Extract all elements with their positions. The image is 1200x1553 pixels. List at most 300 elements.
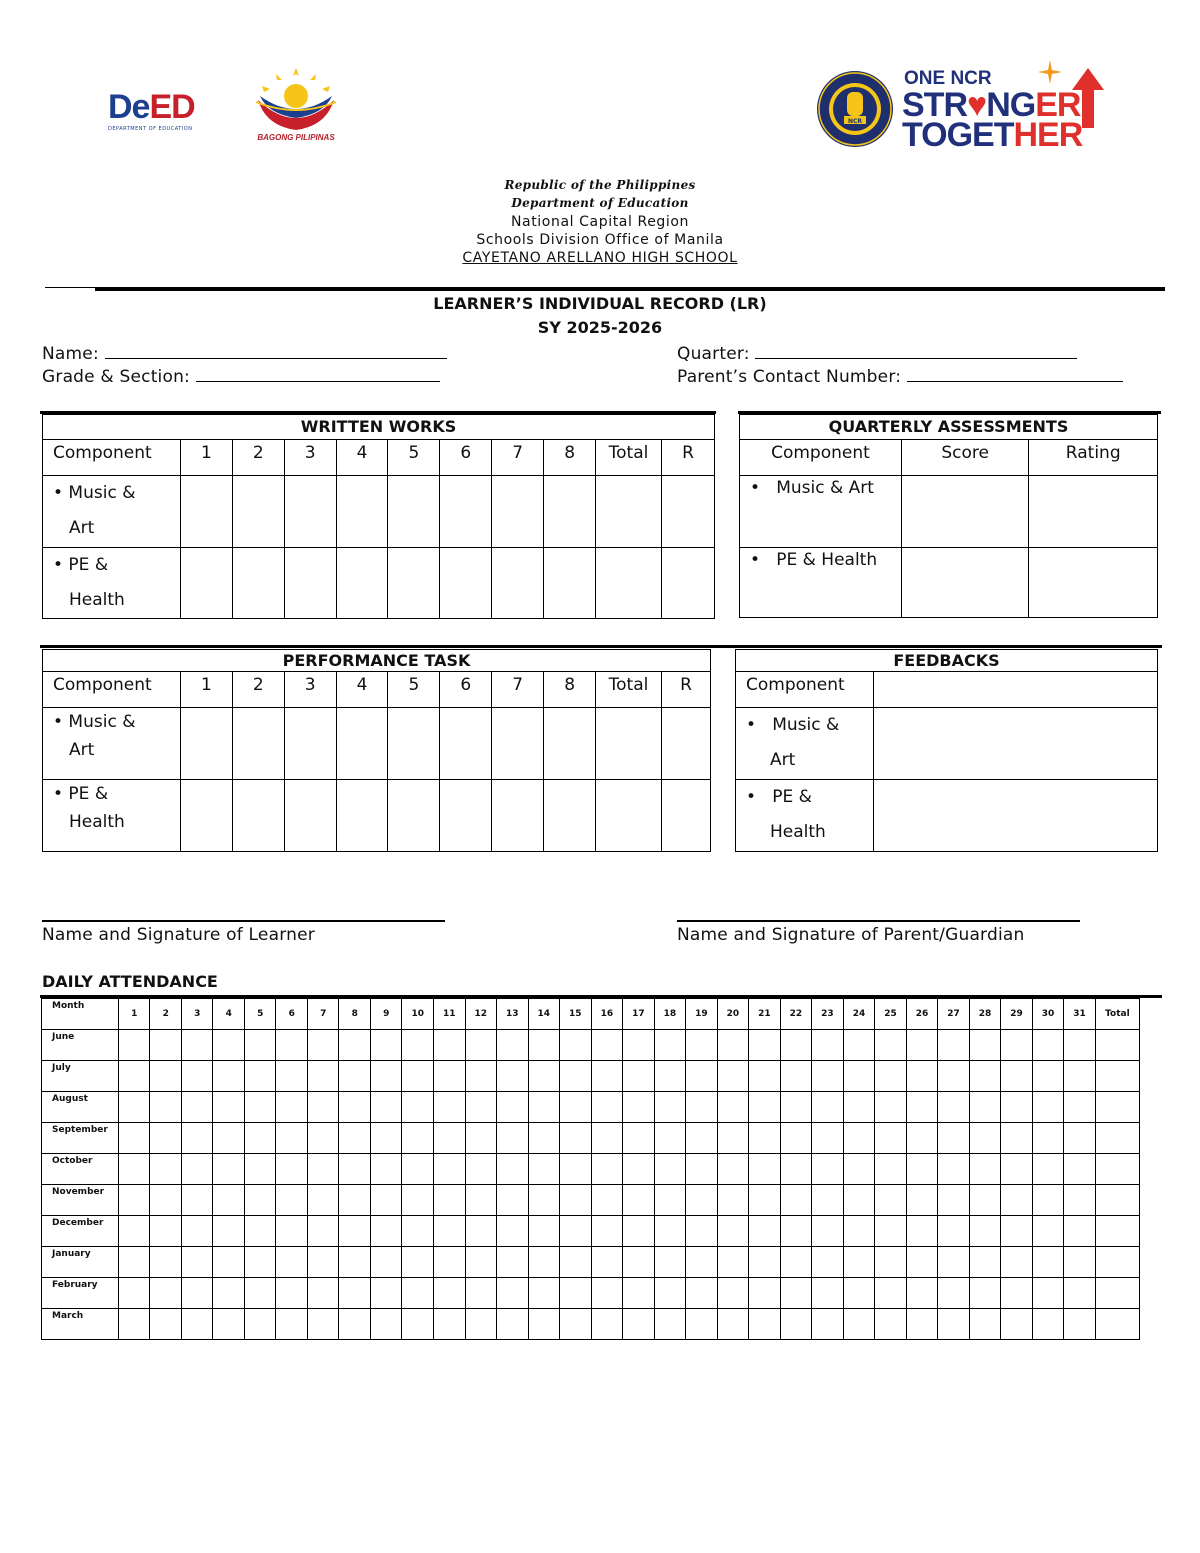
attendance-cell[interactable] xyxy=(1064,1030,1096,1061)
attendance-cell[interactable] xyxy=(118,1154,150,1185)
ww-cell[interactable] xyxy=(661,476,714,548)
attendance-cell[interactable] xyxy=(654,1185,686,1216)
attendance-cell[interactable] xyxy=(906,1216,938,1247)
attendance-cell[interactable] xyxy=(717,1278,749,1309)
attendance-cell[interactable] xyxy=(623,1154,655,1185)
pt-cell[interactable] xyxy=(336,780,388,852)
attendance-cell[interactable] xyxy=(591,1154,623,1185)
attendance-cell[interactable] xyxy=(307,1092,339,1123)
attendance-cell[interactable] xyxy=(528,1092,560,1123)
attendance-cell[interactable] xyxy=(213,1092,245,1123)
parent-contact-input-line[interactable] xyxy=(907,364,1123,382)
attendance-cell[interactable] xyxy=(465,1030,497,1061)
pt-cell[interactable] xyxy=(596,708,662,780)
attendance-cell[interactable] xyxy=(244,1123,276,1154)
attendance-cell[interactable] xyxy=(654,1247,686,1278)
quarter-input-line[interactable] xyxy=(755,341,1077,359)
pt-cell[interactable] xyxy=(284,780,336,852)
attendance-cell[interactable] xyxy=(370,1061,402,1092)
attendance-cell[interactable] xyxy=(938,1309,970,1340)
attendance-cell[interactable] xyxy=(654,1216,686,1247)
attendance-cell[interactable] xyxy=(213,1030,245,1061)
attendance-cell[interactable] xyxy=(906,1309,938,1340)
attendance-cell[interactable] xyxy=(244,1278,276,1309)
attendance-cell[interactable] xyxy=(717,1247,749,1278)
attendance-cell[interactable] xyxy=(181,1154,213,1185)
attendance-cell[interactable] xyxy=(1095,1092,1139,1123)
pt-cell[interactable] xyxy=(661,780,710,852)
attendance-cell[interactable] xyxy=(938,1185,970,1216)
attendance-cell[interactable] xyxy=(181,1030,213,1061)
attendance-cell[interactable] xyxy=(560,1185,592,1216)
attendance-cell[interactable] xyxy=(528,1154,560,1185)
attendance-cell[interactable] xyxy=(370,1092,402,1123)
name-input-line[interactable] xyxy=(105,341,447,359)
attendance-cell[interactable] xyxy=(717,1061,749,1092)
attendance-cell[interactable] xyxy=(717,1309,749,1340)
attendance-cell[interactable] xyxy=(780,1278,812,1309)
ww-cell[interactable] xyxy=(492,548,544,619)
attendance-cell[interactable] xyxy=(812,1309,844,1340)
attendance-cell[interactable] xyxy=(686,1216,718,1247)
attendance-cell[interactable] xyxy=(717,1154,749,1185)
attendance-cell[interactable] xyxy=(402,1030,434,1061)
attendance-cell[interactable] xyxy=(150,1154,182,1185)
attendance-cell[interactable] xyxy=(686,1092,718,1123)
attendance-cell[interactable] xyxy=(875,1061,907,1092)
attendance-cell[interactable] xyxy=(370,1216,402,1247)
attendance-cell[interactable] xyxy=(717,1092,749,1123)
attendance-cell[interactable] xyxy=(749,1092,781,1123)
attendance-cell[interactable] xyxy=(465,1309,497,1340)
attendance-cell[interactable] xyxy=(812,1061,844,1092)
attendance-cell[interactable] xyxy=(434,1278,466,1309)
attendance-cell[interactable] xyxy=(560,1216,592,1247)
parent-contact-field[interactable] xyxy=(677,364,1123,388)
attendance-cell[interactable] xyxy=(686,1247,718,1278)
attendance-cell[interactable] xyxy=(780,1092,812,1123)
attendance-cell[interactable] xyxy=(1032,1309,1064,1340)
ww-cell[interactable] xyxy=(544,476,596,548)
attendance-cell[interactable] xyxy=(339,1154,371,1185)
attendance-cell[interactable] xyxy=(118,1123,150,1154)
attendance-cell[interactable] xyxy=(1064,1247,1096,1278)
ww-cell[interactable] xyxy=(388,476,440,548)
attendance-cell[interactable] xyxy=(370,1154,402,1185)
attendance-cell[interactable] xyxy=(812,1247,844,1278)
attendance-cell[interactable] xyxy=(717,1216,749,1247)
ww-cell[interactable] xyxy=(336,548,388,619)
attendance-cell[interactable] xyxy=(528,1123,560,1154)
attendance-cell[interactable] xyxy=(780,1247,812,1278)
pt-cell[interactable] xyxy=(232,780,284,852)
attendance-cell[interactable] xyxy=(843,1278,875,1309)
attendance-cell[interactable] xyxy=(181,1216,213,1247)
attendance-cell[interactable] xyxy=(843,1123,875,1154)
attendance-cell[interactable] xyxy=(560,1092,592,1123)
attendance-cell[interactable] xyxy=(213,1185,245,1216)
attendance-cell[interactable] xyxy=(1032,1247,1064,1278)
attendance-cell[interactable] xyxy=(497,1092,529,1123)
attendance-cell[interactable] xyxy=(780,1185,812,1216)
attendance-cell[interactable] xyxy=(1032,1216,1064,1247)
attendance-cell[interactable] xyxy=(938,1216,970,1247)
attendance-cell[interactable] xyxy=(150,1123,182,1154)
grade-section-field[interactable] xyxy=(42,364,440,388)
attendance-cell[interactable] xyxy=(1001,1185,1033,1216)
attendance-cell[interactable] xyxy=(843,1247,875,1278)
attendance-cell[interactable] xyxy=(623,1185,655,1216)
attendance-cell[interactable] xyxy=(812,1154,844,1185)
attendance-cell[interactable] xyxy=(623,1216,655,1247)
attendance-cell[interactable] xyxy=(497,1154,529,1185)
attendance-cell[interactable] xyxy=(307,1309,339,1340)
attendance-cell[interactable] xyxy=(276,1154,308,1185)
attendance-cell[interactable] xyxy=(938,1061,970,1092)
attendance-cell[interactable] xyxy=(686,1309,718,1340)
attendance-cell[interactable] xyxy=(434,1092,466,1123)
attendance-cell[interactable] xyxy=(434,1185,466,1216)
attendance-cell[interactable] xyxy=(307,1123,339,1154)
attendance-cell[interactable] xyxy=(1064,1216,1096,1247)
attendance-cell[interactable] xyxy=(875,1278,907,1309)
attendance-cell[interactable] xyxy=(339,1123,371,1154)
attendance-cell[interactable] xyxy=(528,1247,560,1278)
attendance-cell[interactable] xyxy=(213,1154,245,1185)
attendance-cell[interactable] xyxy=(906,1030,938,1061)
attendance-cell[interactable] xyxy=(938,1092,970,1123)
attendance-cell[interactable] xyxy=(1001,1247,1033,1278)
pt-cell[interactable] xyxy=(440,780,492,852)
attendance-cell[interactable] xyxy=(528,1309,560,1340)
attendance-cell[interactable] xyxy=(875,1309,907,1340)
attendance-cell[interactable] xyxy=(402,1216,434,1247)
ww-cell[interactable] xyxy=(440,476,492,548)
attendance-cell[interactable] xyxy=(1001,1216,1033,1247)
attendance-cell[interactable] xyxy=(906,1278,938,1309)
attendance-cell[interactable] xyxy=(339,1247,371,1278)
attendance-cell[interactable] xyxy=(686,1123,718,1154)
attendance-cell[interactable] xyxy=(875,1030,907,1061)
qa-score-cell[interactable] xyxy=(901,476,1029,548)
attendance-cell[interactable] xyxy=(339,1092,371,1123)
attendance-cell[interactable] xyxy=(969,1154,1001,1185)
attendance-cell[interactable] xyxy=(875,1123,907,1154)
attendance-cell[interactable] xyxy=(150,1061,182,1092)
attendance-cell[interactable] xyxy=(1032,1061,1064,1092)
attendance-cell[interactable] xyxy=(276,1278,308,1309)
attendance-cell[interactable] xyxy=(465,1123,497,1154)
pt-cell[interactable] xyxy=(388,780,440,852)
attendance-cell[interactable] xyxy=(497,1123,529,1154)
qa-rating-cell[interactable] xyxy=(1029,548,1158,618)
attendance-cell[interactable] xyxy=(780,1030,812,1061)
ww-cell[interactable] xyxy=(440,548,492,619)
ww-cell[interactable] xyxy=(336,476,388,548)
attendance-cell[interactable] xyxy=(591,1309,623,1340)
attendance-cell[interactable] xyxy=(181,1278,213,1309)
attendance-cell[interactable] xyxy=(875,1185,907,1216)
attendance-cell[interactable] xyxy=(906,1185,938,1216)
fb-feedback-cell[interactable] xyxy=(873,780,1157,852)
attendance-cell[interactable] xyxy=(118,1216,150,1247)
grade-section-input-line[interactable] xyxy=(196,364,440,382)
attendance-cell[interactable] xyxy=(780,1216,812,1247)
attendance-cell[interactable] xyxy=(434,1154,466,1185)
attendance-cell[interactable] xyxy=(1095,1030,1139,1061)
pt-cell[interactable] xyxy=(544,708,596,780)
attendance-cell[interactable] xyxy=(749,1185,781,1216)
attendance-cell[interactable] xyxy=(938,1278,970,1309)
attendance-cell[interactable] xyxy=(339,1185,371,1216)
attendance-cell[interactable] xyxy=(181,1061,213,1092)
attendance-cell[interactable] xyxy=(654,1092,686,1123)
attendance-cell[interactable] xyxy=(276,1123,308,1154)
ww-cell[interactable] xyxy=(596,476,662,548)
attendance-cell[interactable] xyxy=(402,1185,434,1216)
attendance-cell[interactable] xyxy=(307,1185,339,1216)
attendance-cell[interactable] xyxy=(1064,1278,1096,1309)
attendance-cell[interactable] xyxy=(843,1030,875,1061)
attendance-cell[interactable] xyxy=(1095,1278,1139,1309)
attendance-cell[interactable] xyxy=(654,1123,686,1154)
attendance-cell[interactable] xyxy=(749,1154,781,1185)
attendance-cell[interactable] xyxy=(1064,1092,1096,1123)
attendance-cell[interactable] xyxy=(591,1216,623,1247)
attendance-cell[interactable] xyxy=(969,1278,1001,1309)
attendance-cell[interactable] xyxy=(591,1030,623,1061)
attendance-cell[interactable] xyxy=(465,1061,497,1092)
attendance-cell[interactable] xyxy=(244,1216,276,1247)
attendance-cell[interactable] xyxy=(686,1154,718,1185)
attendance-cell[interactable] xyxy=(654,1309,686,1340)
attendance-cell[interactable] xyxy=(307,1278,339,1309)
attendance-cell[interactable] xyxy=(1095,1309,1139,1340)
attendance-cell[interactable] xyxy=(780,1123,812,1154)
attendance-cell[interactable] xyxy=(497,1030,529,1061)
attendance-cell[interactable] xyxy=(213,1247,245,1278)
attendance-cell[interactable] xyxy=(654,1154,686,1185)
attendance-cell[interactable] xyxy=(244,1030,276,1061)
attendance-cell[interactable] xyxy=(1095,1061,1139,1092)
attendance-cell[interactable] xyxy=(150,1216,182,1247)
attendance-cell[interactable] xyxy=(528,1030,560,1061)
attendance-cell[interactable] xyxy=(276,1092,308,1123)
attendance-cell[interactable] xyxy=(402,1278,434,1309)
attendance-cell[interactable] xyxy=(244,1309,276,1340)
attendance-cell[interactable] xyxy=(875,1247,907,1278)
attendance-cell[interactable] xyxy=(938,1247,970,1278)
attendance-cell[interactable] xyxy=(623,1030,655,1061)
attendance-cell[interactable] xyxy=(812,1278,844,1309)
attendance-cell[interactable] xyxy=(1064,1154,1096,1185)
attendance-cell[interactable] xyxy=(906,1092,938,1123)
name-field[interactable] xyxy=(42,341,447,365)
attendance-cell[interactable] xyxy=(370,1030,402,1061)
attendance-cell[interactable] xyxy=(780,1309,812,1340)
attendance-cell[interactable] xyxy=(497,1247,529,1278)
attendance-cell[interactable] xyxy=(717,1030,749,1061)
attendance-cell[interactable] xyxy=(434,1247,466,1278)
attendance-cell[interactable] xyxy=(118,1278,150,1309)
attendance-cell[interactable] xyxy=(654,1061,686,1092)
attendance-cell[interactable] xyxy=(402,1092,434,1123)
attendance-cell[interactable] xyxy=(307,1247,339,1278)
ww-cell[interactable] xyxy=(180,548,232,619)
attendance-cell[interactable] xyxy=(843,1185,875,1216)
pt-cell[interactable] xyxy=(232,708,284,780)
attendance-cell[interactable] xyxy=(906,1123,938,1154)
attendance-cell[interactable] xyxy=(906,1154,938,1185)
attendance-cell[interactable] xyxy=(118,1030,150,1061)
qa-score-cell[interactable] xyxy=(901,548,1029,618)
attendance-cell[interactable] xyxy=(717,1123,749,1154)
attendance-cell[interactable] xyxy=(749,1061,781,1092)
ww-cell[interactable] xyxy=(661,548,714,619)
attendance-cell[interactable] xyxy=(402,1247,434,1278)
attendance-cell[interactable] xyxy=(591,1123,623,1154)
attendance-cell[interactable] xyxy=(623,1061,655,1092)
attendance-cell[interactable] xyxy=(465,1216,497,1247)
attendance-cell[interactable] xyxy=(560,1123,592,1154)
attendance-cell[interactable] xyxy=(1064,1185,1096,1216)
attendance-cell[interactable] xyxy=(244,1154,276,1185)
attendance-cell[interactable] xyxy=(969,1216,1001,1247)
attendance-cell[interactable] xyxy=(843,1061,875,1092)
attendance-cell[interactable] xyxy=(402,1309,434,1340)
attendance-cell[interactable] xyxy=(686,1278,718,1309)
attendance-cell[interactable] xyxy=(749,1278,781,1309)
attendance-cell[interactable] xyxy=(402,1154,434,1185)
attendance-cell[interactable] xyxy=(1064,1309,1096,1340)
attendance-cell[interactable] xyxy=(560,1030,592,1061)
attendance-cell[interactable] xyxy=(1001,1154,1033,1185)
attendance-cell[interactable] xyxy=(497,1278,529,1309)
attendance-cell[interactable] xyxy=(434,1216,466,1247)
attendance-cell[interactable] xyxy=(118,1247,150,1278)
attendance-cell[interactable] xyxy=(307,1154,339,1185)
attendance-cell[interactable] xyxy=(1001,1278,1033,1309)
ww-cell[interactable] xyxy=(180,476,232,548)
attendance-cell[interactable] xyxy=(307,1061,339,1092)
attendance-cell[interactable] xyxy=(686,1061,718,1092)
attendance-cell[interactable] xyxy=(276,1247,308,1278)
attendance-cell[interactable] xyxy=(370,1247,402,1278)
attendance-cell[interactable] xyxy=(623,1123,655,1154)
attendance-cell[interactable] xyxy=(528,1278,560,1309)
attendance-cell[interactable] xyxy=(276,1030,308,1061)
pt-cell[interactable] xyxy=(492,780,544,852)
attendance-cell[interactable] xyxy=(434,1061,466,1092)
attendance-cell[interactable] xyxy=(686,1030,718,1061)
attendance-cell[interactable] xyxy=(402,1061,434,1092)
fb-feedback-cell[interactable] xyxy=(873,708,1157,780)
attendance-cell[interactable] xyxy=(591,1247,623,1278)
attendance-cell[interactable] xyxy=(339,1030,371,1061)
attendance-cell[interactable] xyxy=(623,1278,655,1309)
attendance-cell[interactable] xyxy=(654,1278,686,1309)
attendance-cell[interactable] xyxy=(780,1154,812,1185)
parent-signature-line[interactable] xyxy=(677,920,1080,922)
attendance-cell[interactable] xyxy=(1032,1154,1064,1185)
pt-cell[interactable] xyxy=(284,708,336,780)
attendance-cell[interactable] xyxy=(434,1123,466,1154)
attendance-cell[interactable] xyxy=(1095,1123,1139,1154)
attendance-cell[interactable] xyxy=(244,1092,276,1123)
attendance-cell[interactable] xyxy=(1001,1309,1033,1340)
pt-cell[interactable] xyxy=(661,708,710,780)
attendance-cell[interactable] xyxy=(181,1092,213,1123)
attendance-cell[interactable] xyxy=(623,1247,655,1278)
attendance-cell[interactable] xyxy=(370,1278,402,1309)
attendance-cell[interactable] xyxy=(528,1061,560,1092)
attendance-cell[interactable] xyxy=(969,1061,1001,1092)
attendance-cell[interactable] xyxy=(1001,1030,1033,1061)
attendance-cell[interactable] xyxy=(1032,1092,1064,1123)
attendance-cell[interactable] xyxy=(875,1092,907,1123)
attendance-cell[interactable] xyxy=(875,1154,907,1185)
attendance-cell[interactable] xyxy=(370,1309,402,1340)
attendance-cell[interactable] xyxy=(528,1216,560,1247)
attendance-cell[interactable] xyxy=(591,1185,623,1216)
attendance-cell[interactable] xyxy=(906,1247,938,1278)
attendance-cell[interactable] xyxy=(1001,1123,1033,1154)
attendance-cell[interactable] xyxy=(812,1216,844,1247)
attendance-cell[interactable] xyxy=(497,1216,529,1247)
attendance-cell[interactable] xyxy=(434,1309,466,1340)
attendance-cell[interactable] xyxy=(370,1123,402,1154)
attendance-cell[interactable] xyxy=(339,1061,371,1092)
attendance-cell[interactable] xyxy=(843,1092,875,1123)
attendance-cell[interactable] xyxy=(213,1216,245,1247)
attendance-cell[interactable] xyxy=(1095,1185,1139,1216)
attendance-cell[interactable] xyxy=(276,1309,308,1340)
attendance-cell[interactable] xyxy=(118,1061,150,1092)
attendance-cell[interactable] xyxy=(843,1154,875,1185)
attendance-cell[interactable] xyxy=(560,1278,592,1309)
attendance-cell[interactable] xyxy=(623,1309,655,1340)
attendance-cell[interactable] xyxy=(213,1278,245,1309)
attendance-cell[interactable] xyxy=(1064,1123,1096,1154)
attendance-cell[interactable] xyxy=(812,1092,844,1123)
attendance-cell[interactable] xyxy=(843,1309,875,1340)
ww-cell[interactable] xyxy=(284,548,336,619)
attendance-cell[interactable] xyxy=(812,1185,844,1216)
pt-cell[interactable] xyxy=(388,708,440,780)
attendance-cell[interactable] xyxy=(938,1123,970,1154)
attendance-cell[interactable] xyxy=(591,1061,623,1092)
attendance-cell[interactable] xyxy=(181,1123,213,1154)
attendance-cell[interactable] xyxy=(1001,1061,1033,1092)
attendance-cell[interactable] xyxy=(434,1030,466,1061)
attendance-cell[interactable] xyxy=(213,1123,245,1154)
attendance-cell[interactable] xyxy=(465,1247,497,1278)
attendance-cell[interactable] xyxy=(307,1216,339,1247)
pt-cell[interactable] xyxy=(544,780,596,852)
attendance-cell[interactable] xyxy=(875,1216,907,1247)
attendance-cell[interactable] xyxy=(276,1185,308,1216)
attendance-cell[interactable] xyxy=(497,1185,529,1216)
attendance-cell[interactable] xyxy=(938,1154,970,1185)
pt-cell[interactable] xyxy=(336,708,388,780)
attendance-cell[interactable] xyxy=(969,1030,1001,1061)
attendance-cell[interactable] xyxy=(1064,1061,1096,1092)
attendance-cell[interactable] xyxy=(528,1185,560,1216)
attendance-cell[interactable] xyxy=(1095,1216,1139,1247)
attendance-cell[interactable] xyxy=(1032,1278,1064,1309)
attendance-cell[interactable] xyxy=(150,1185,182,1216)
pt-cell[interactable] xyxy=(596,780,662,852)
